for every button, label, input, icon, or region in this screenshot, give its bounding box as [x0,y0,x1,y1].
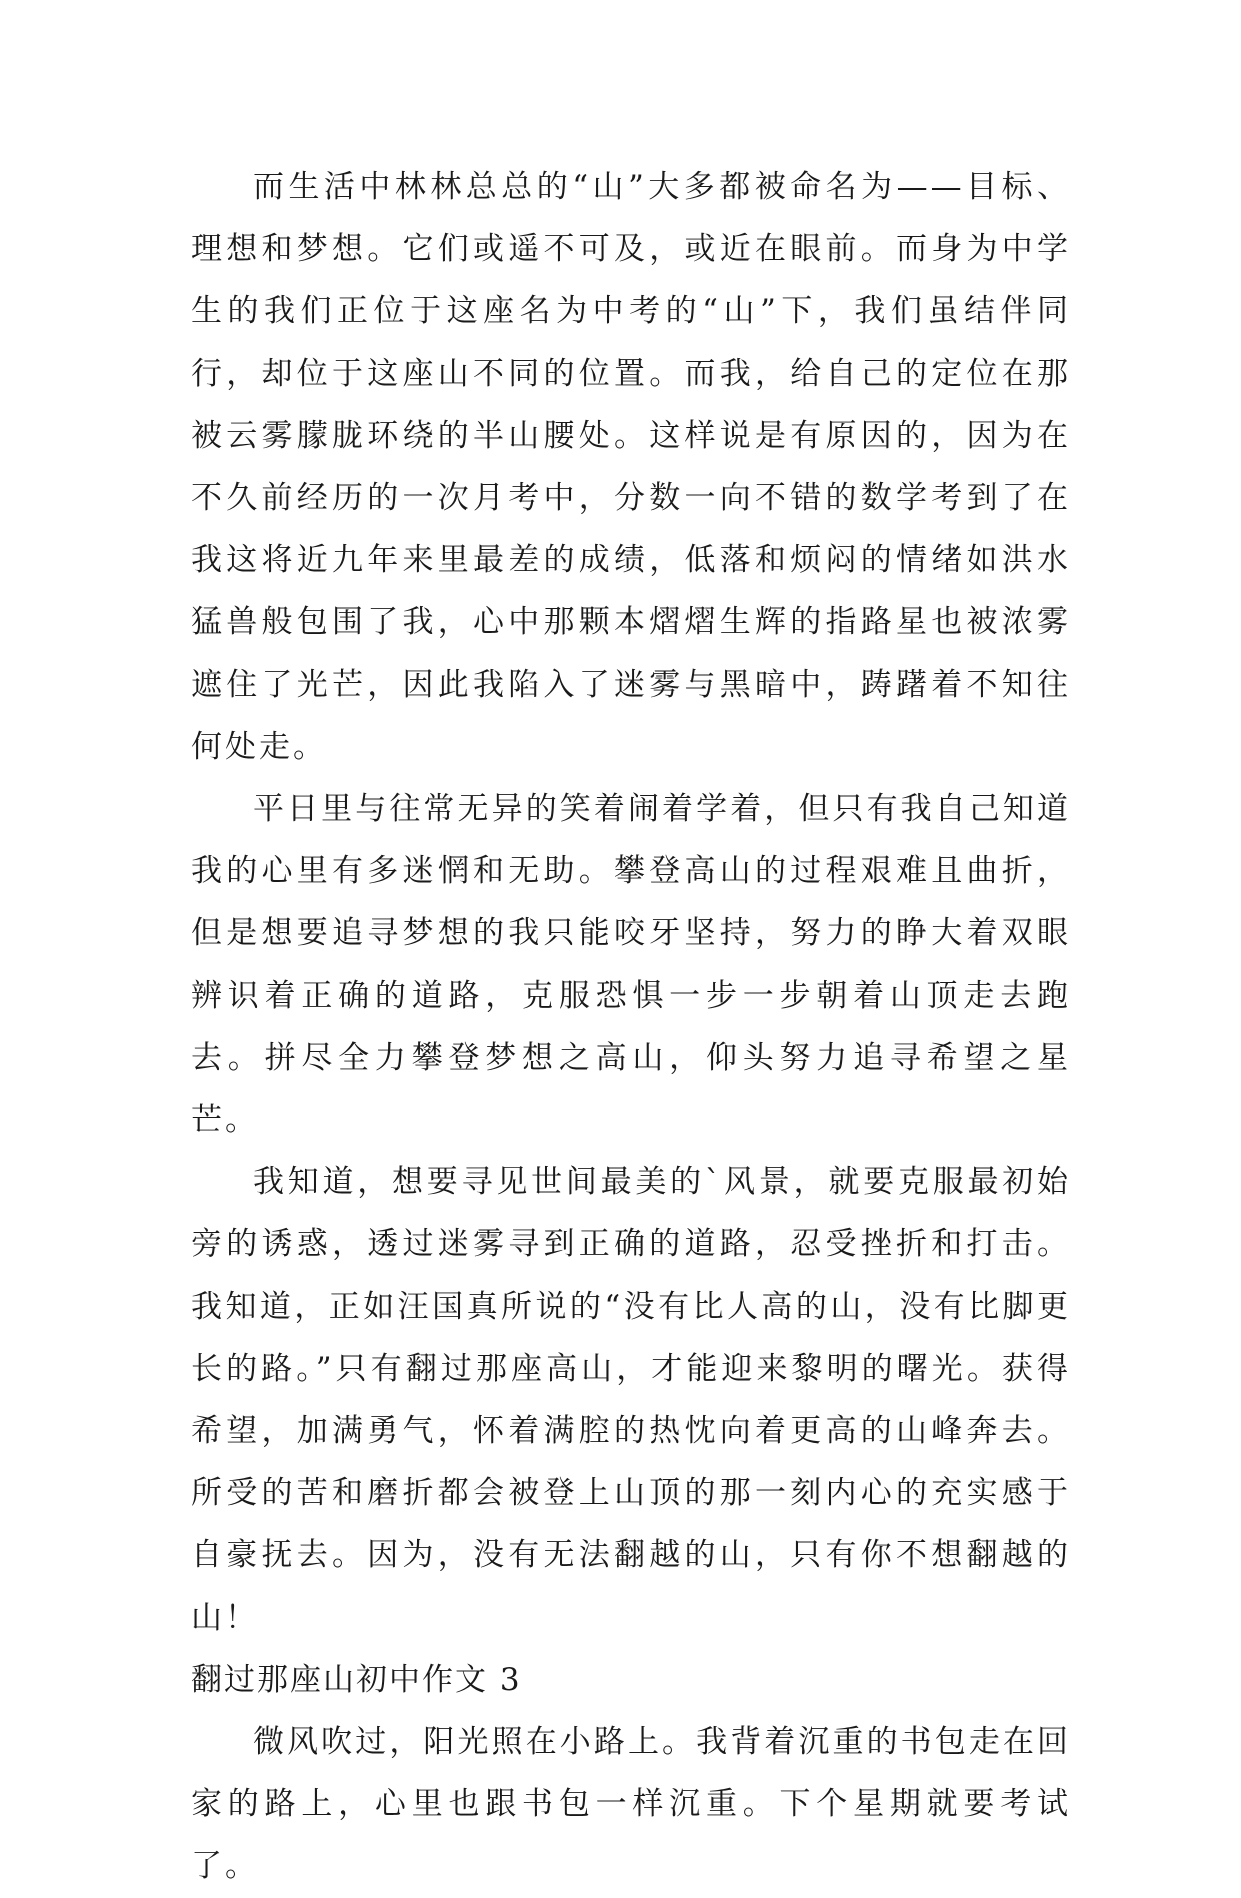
paragraph: 我知道，想要寻见世间最美的`风景，就要克服最初始旁的诱惑，透过迷雾寻到正确的道路，忍受挫折和打击。我知道，正如汪国真所说的“没有比人高的山，没有比脚更长的路。”只有翻过那座高山，才能迎来黎明的曙光。获得希望，加满勇气，怀着满腔的热忱向着更高的山峰奔去。所受的苦和磨折都会被登上山顶的那一刻内心的充实感于自豪抚去。因为，没有无法翻越的山，只有你不想翻越的山！ [191,1164,1071,1636]
paragraph: 而生活中林林总总的“山”大多都被命名为——目标、理想和梦想。它们或遥不可及，或近在眼前。而身为中学生的我们正位于这座名为中考的“山”下，我们虽结伴同行，却位于这座山不同的位置。而我，给自己的定位在那被云雾朦胧环绕的半山腰处。这样说是有原因的，因为在不久前经历的一次月考中，分数一向不错的数学考到了在我这将近九年来里最差的成绩，低落和烦闷的情绪如洪水猛兽般包围了我，心中那颗本熠熠生辉的指路星也被浓雾遮住了光芒，因此我陷入了迷雾与黑暗中，踌躇着不知往何处走。 [191,169,1071,765]
paragraph: 平日里与往常无异的笑着闹着学着，但只有我自己知道我的心里有多迷惘和无助。攀登高山的过程艰难且曲折，但是想要追寻梦想的我只能咬牙坚持，努力的睁大着双眼辨识着正确的道路，克服恐惧一步一步朝着山顶走去跑去。拼尽全力攀登梦想之高山，仰头努力追寻希望之星芒。 [191,791,1071,1139]
document-body [191,156,1071,1898]
section-title: 翻过那座山初中作文 3 [191,1661,522,1698]
paragraph: 微风吹过，阳光照在小路上。我背着沉重的书包走在回家的路上，心里也跟书包一样沉重。下个星期就要考试了。 [191,1724,1071,1885]
